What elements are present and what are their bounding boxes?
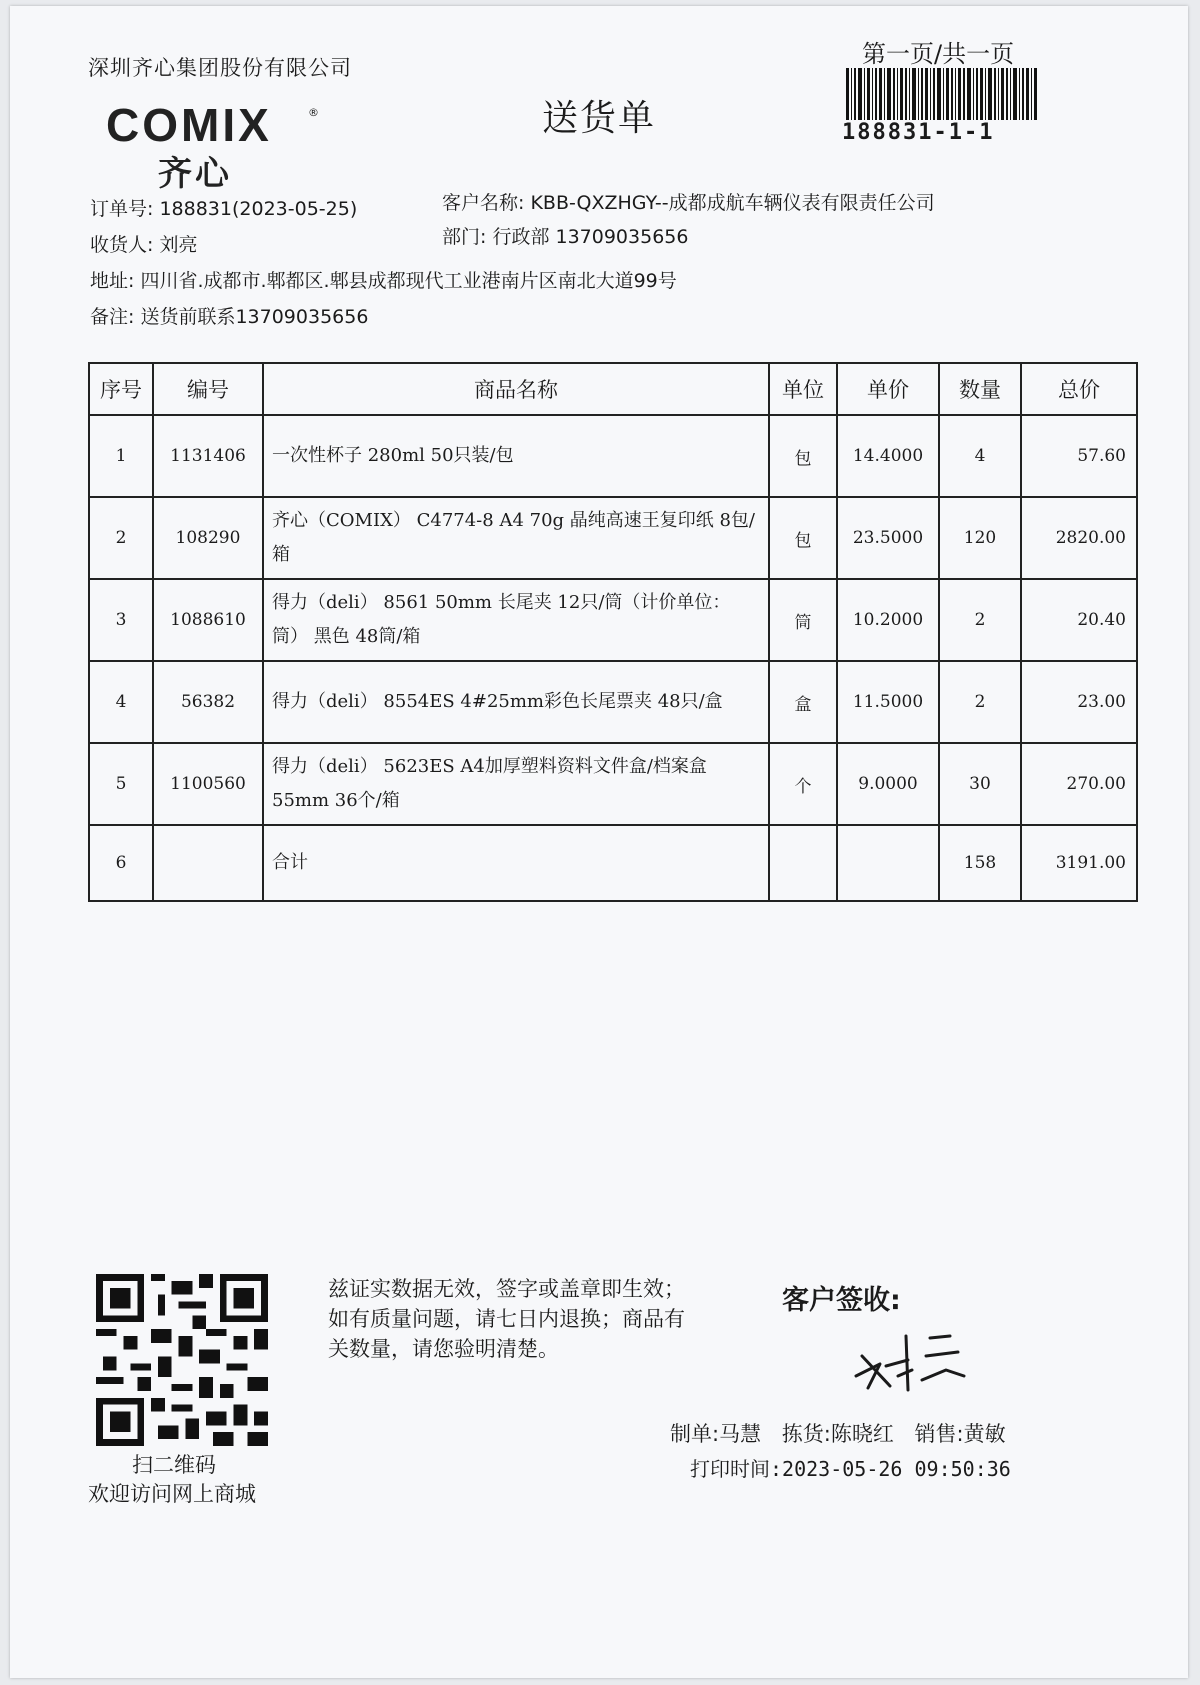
cell-code: 1088610: [153, 579, 263, 661]
staff-line: [670, 1418, 1020, 1448]
address-value: 四川省.成都市.郫都区.郫县成都现代工业港南片区南北大道99号: [140, 270, 677, 292]
header-total: 总价: [1021, 363, 1137, 415]
cell-price: 14.4000: [837, 415, 939, 497]
cell-price: 23.5000: [837, 497, 939, 579]
cell-seq: 1: [89, 415, 153, 497]
cell-total: 2820.00: [1021, 497, 1137, 579]
cell-code: 1100560: [153, 743, 263, 825]
print-time-label: 打印时间:: [690, 1457, 783, 1481]
page-info: 第一页/共一页: [862, 40, 1015, 68]
cell-unit: 个: [769, 743, 837, 825]
table-row: [89, 497, 1137, 579]
header-name: 商品名称: [263, 363, 769, 415]
customer-label: 客户名称:: [442, 192, 525, 214]
summary-unit: [769, 825, 837, 901]
cell-unit: 筒: [769, 579, 837, 661]
header-code: 编号: [153, 363, 263, 415]
department-label: 部门:: [442, 226, 487, 248]
order-number: [90, 194, 357, 221]
customer: [442, 188, 935, 215]
cell-seq: 3: [89, 579, 153, 661]
header-unit: 单位: [769, 363, 837, 415]
address: [90, 266, 677, 293]
summary-qty: 158: [939, 825, 1021, 901]
barcode-icon: [846, 68, 1038, 120]
cell-total: 23.00: [1021, 661, 1137, 743]
cell-qty: 4: [939, 415, 1021, 497]
company-name: 深圳齐心集团股份有限公司: [88, 56, 352, 80]
receiver-value: 刘亮: [159, 234, 198, 256]
department-value: 行政部 13709035656: [492, 226, 689, 248]
address-label: 地址:: [90, 270, 135, 292]
cell-qty: 2: [939, 661, 1021, 743]
cell-name: 得力（deli） 5623ES A4加厚塑料资料文件盒/档案盒 55mm 36个/箱: [263, 743, 769, 825]
maker: 制单:马慧: [670, 1422, 762, 1446]
table-row: [89, 743, 1137, 825]
cell-unit: 包: [769, 415, 837, 497]
qr-welcome: 欢迎访问网上商城: [88, 1482, 256, 1506]
customer-signature-label: 客户签收:: [782, 1285, 901, 1316]
remark: [90, 302, 368, 329]
cell-code: 56382: [153, 661, 263, 743]
table-header-row: [89, 363, 1137, 415]
sales: 销售:黄敏: [914, 1422, 1006, 1446]
qr-code-icon: [96, 1274, 268, 1446]
cell-unit: 盒: [769, 661, 837, 743]
receiver: [90, 230, 197, 257]
table-row: [89, 661, 1137, 743]
cell-total: 20.40: [1021, 579, 1137, 661]
header-qty: 数量: [939, 363, 1021, 415]
cell-code: 108290: [153, 497, 263, 579]
items-table: [88, 362, 1138, 902]
cell-seq: 2: [89, 497, 153, 579]
department: [442, 222, 688, 249]
order-number-value: 188831(2023-05-25): [159, 198, 358, 220]
summary-label: 合计: [263, 825, 769, 901]
cell-name: 一次性杯子 280ml 50只装/包: [263, 415, 769, 497]
cell-total: 57.60: [1021, 415, 1137, 497]
cell-qty: 30: [939, 743, 1021, 825]
signature-icon: [850, 1316, 980, 1396]
cell-name: 齐心（COMIX） C4774-8 A4 70g 晶纯高速王复印纸 8包/箱: [263, 497, 769, 579]
remark-value: 送货前联系13709035656: [140, 306, 369, 328]
summary-code: [153, 825, 263, 901]
qr-caption: 扫二维码: [132, 1453, 216, 1477]
header-seq: 序号: [89, 363, 153, 415]
customer-value: KBB-QXZHGY--成都成航车辆仪表有限责任公司: [530, 192, 935, 214]
summary-total: 3191.00: [1021, 825, 1137, 901]
cell-qty: 120: [939, 497, 1021, 579]
comix-logo: COMIX: [106, 99, 272, 151]
cell-price: 10.2000: [837, 579, 939, 661]
cell-unit: 包: [769, 497, 837, 579]
picker: 拣货:陈晓红: [781, 1422, 894, 1446]
barcode-number: 188831-1-1: [842, 120, 995, 145]
summary-price: [837, 825, 939, 901]
registered-mark: ®: [308, 106, 319, 119]
document-title: 送货单: [542, 98, 657, 139]
delivery-note: [10, 6, 1188, 1678]
summary-row: [89, 825, 1137, 901]
header-price: 单价: [837, 363, 939, 415]
cell-price: 9.0000: [837, 743, 939, 825]
cell-seq: 4: [89, 661, 153, 743]
notice-text: 兹证实数据无效，签字或盖章即生效；如有质量问题，请七日内退换；商品有关数量，请您验明清楚。: [328, 1277, 685, 1361]
cell-seq: 5: [89, 743, 153, 825]
cell-price: 11.5000: [837, 661, 939, 743]
remark-label: 备注:: [90, 306, 135, 328]
table-row: [89, 415, 1137, 497]
cell-qty: 2: [939, 579, 1021, 661]
cell-total: 270.00: [1021, 743, 1137, 825]
print-time-value: 2023-05-26 09:50:36: [782, 1457, 1011, 1481]
table-row: [89, 579, 1137, 661]
order-number-label: 订单号:: [90, 198, 154, 220]
cell-name: 得力（deli） 8561 50mm 长尾夹 12只/筒（计价单位：筒） 黑色 48筒/箱: [263, 579, 769, 661]
print-time: [690, 1453, 1011, 1482]
cell-name: 得力（deli） 8554ES 4#25mm彩色长尾票夹 48只/盒: [263, 661, 769, 743]
receiver-label: 收货人:: [90, 234, 154, 256]
comix-logo-cn: 齐心: [158, 154, 232, 194]
cell-code: 1131406: [153, 415, 263, 497]
summary-seq: 6: [89, 825, 153, 901]
